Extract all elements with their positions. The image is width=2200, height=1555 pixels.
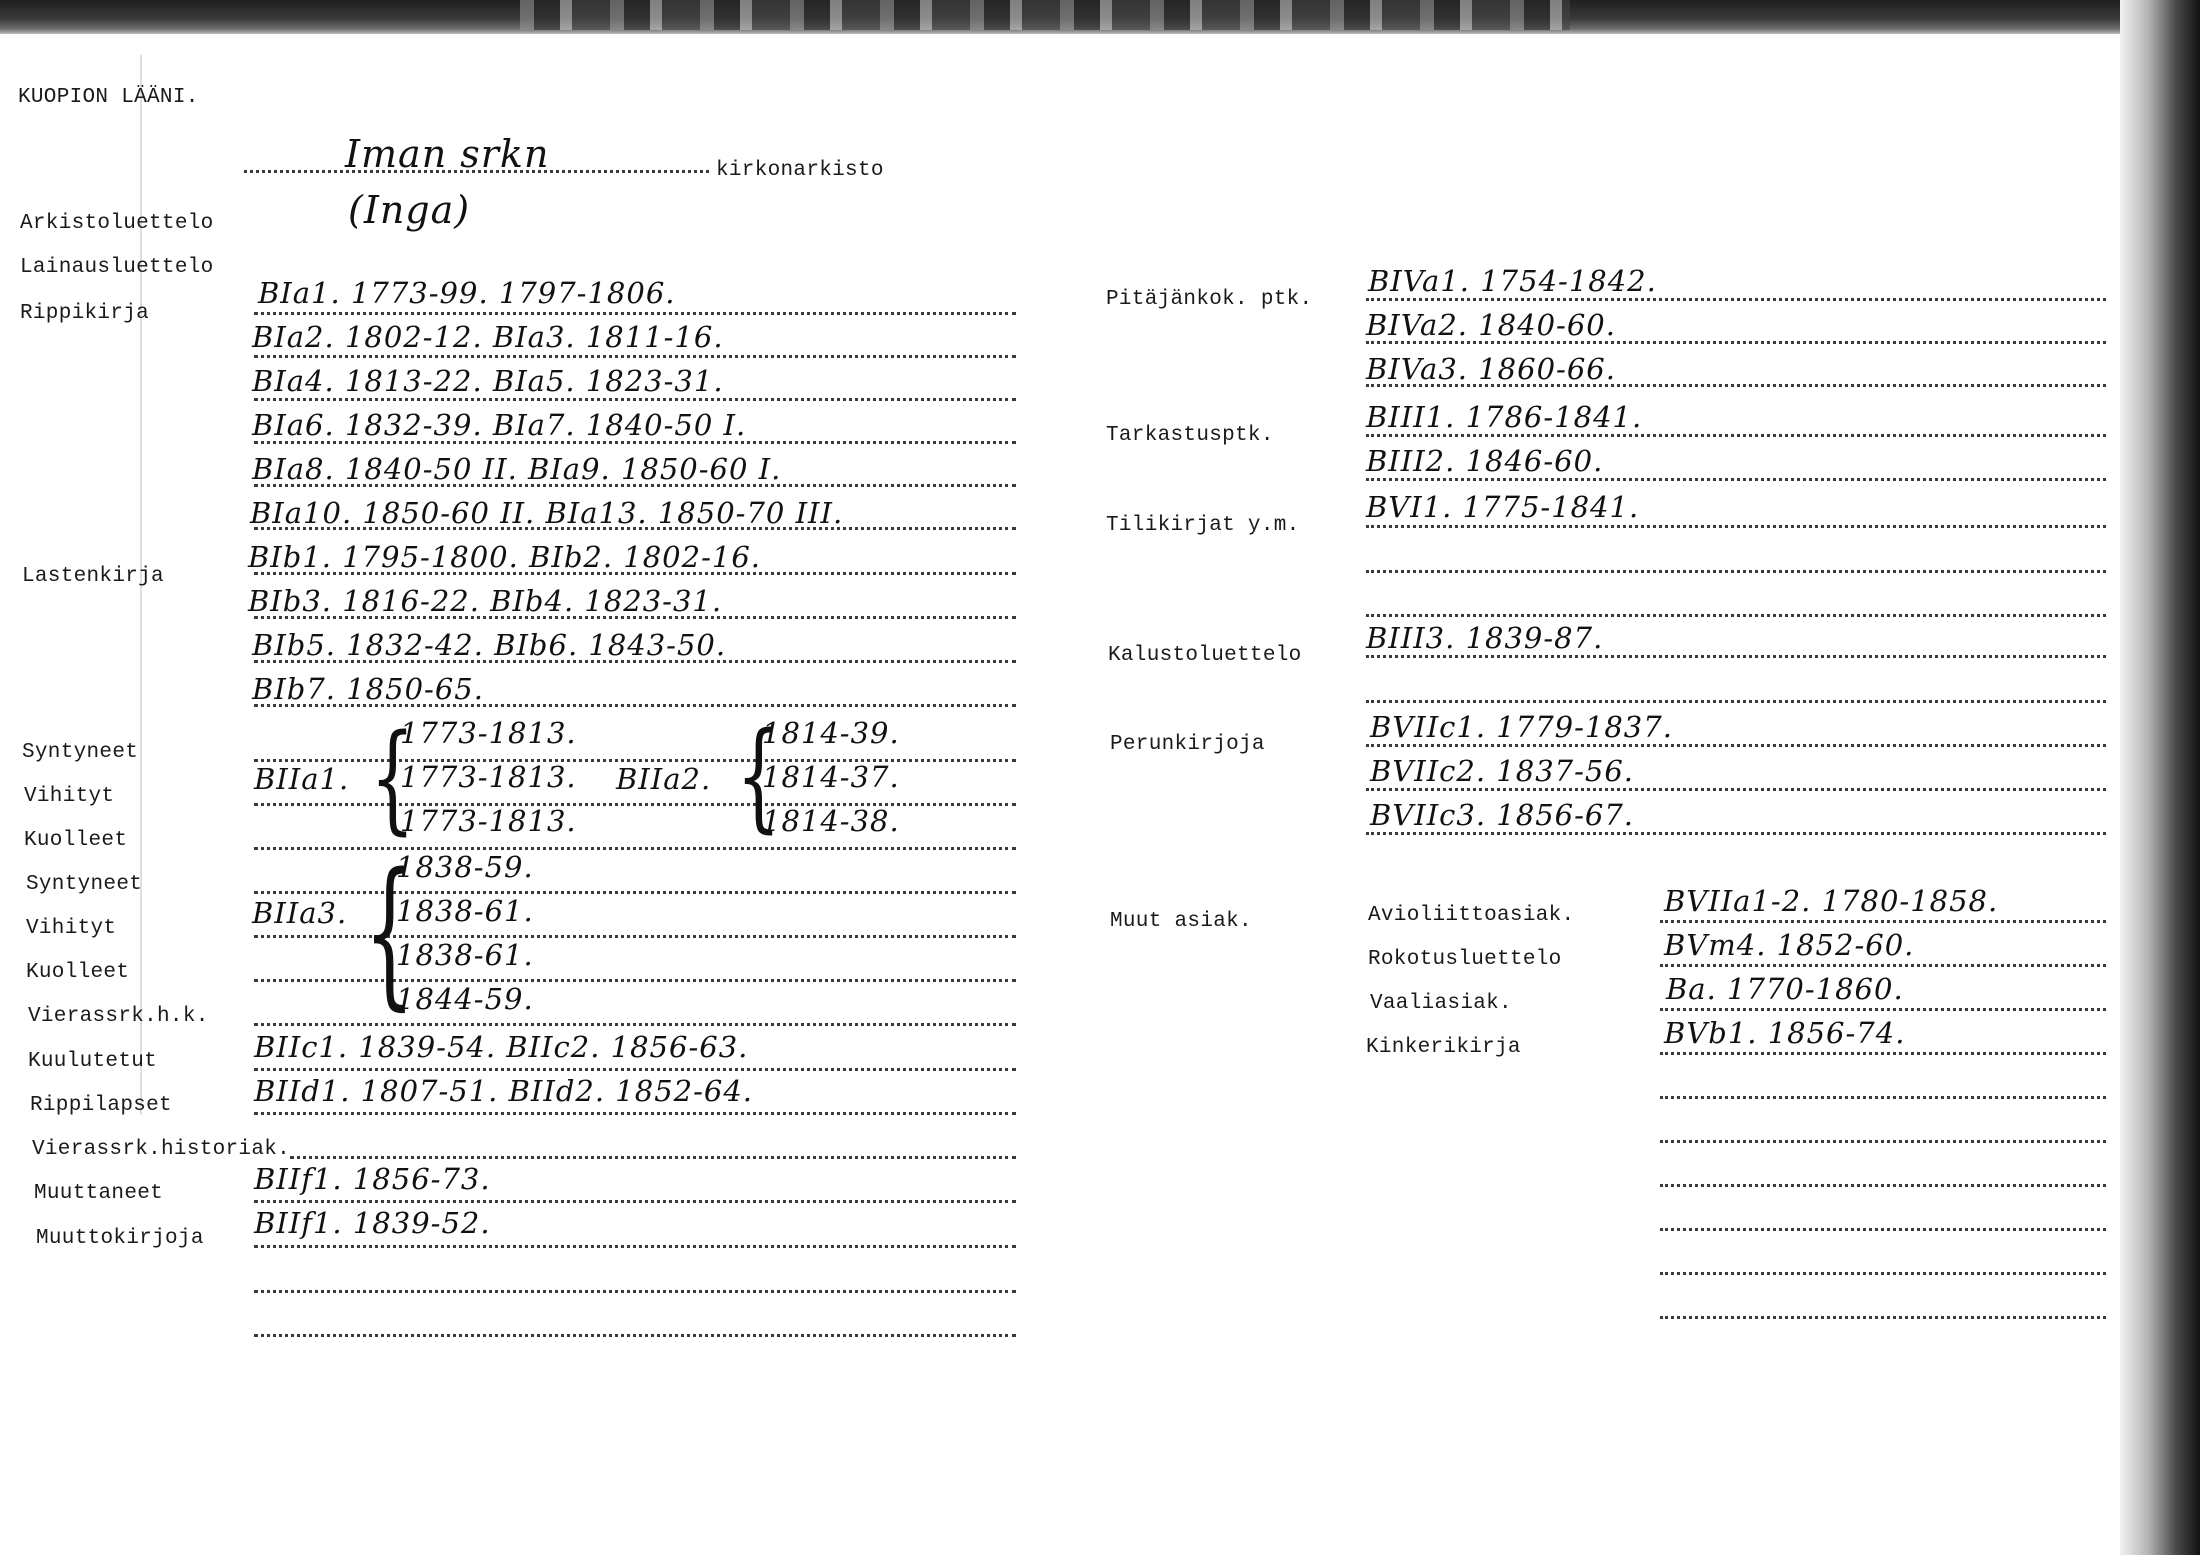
dotted-line [254, 1112, 1016, 1115]
dotted-line [1660, 1184, 2106, 1187]
label-muuttaneet: Muuttaneet [34, 1182, 164, 1205]
entry-biia2-syntyneet: 1814-39. [762, 716, 900, 750]
label-perunkirjoja: Perunkirjoja [1110, 733, 1265, 756]
dotted-line [1366, 478, 2106, 481]
dotted-line [254, 355, 1016, 358]
entry-bviia: BVIIa1-2. 1780-1858. [1664, 884, 1999, 918]
label-kinkerikirja: Kinkerikirja [1366, 1036, 1521, 1059]
label-rippikirja: Rippikirja [20, 302, 150, 325]
entry-bia4: BIa4. 1813-22. BIa5. 1823-31. [252, 364, 724, 398]
entry-bviic1: BVIIc1. 1779-1837. [1370, 710, 1673, 744]
dotted-line [1366, 570, 2106, 573]
entry-biii3: BIII3. 1839-87. [1366, 621, 1604, 655]
entry-biii1: BIII1. 1786-1841. [1366, 400, 1643, 434]
dotted-line [1366, 832, 2106, 835]
dotted-line [254, 312, 1016, 315]
dotted-line [1366, 655, 2106, 658]
entry-bvi1: BVI1. 1775-1841. [1366, 490, 1640, 524]
entry-ba: Ba. 1770-1860. [1666, 972, 1904, 1006]
label-muuttokirjoja: Muuttokirjoja [36, 1227, 204, 1250]
dotted-line [1366, 525, 2106, 528]
entry-bib5: BIb5. 1832-42. BIb6. 1843-50. [252, 628, 727, 662]
dotted-line [254, 803, 1016, 806]
parish-name-handwritten: Iman srkn [345, 132, 550, 176]
entry-bviic3: BVIIc3. 1856-67. [1370, 798, 1635, 832]
dotted-line [1366, 298, 2106, 301]
entry-biia3-vierassrk: 1844-59. [396, 982, 534, 1016]
label-vierassrk-historiak: Vierassrk.historiak. [32, 1138, 291, 1161]
dotted-line [254, 1068, 1016, 1071]
entry-biid: BIId1. 1807-51. BIId2. 1852-64. [254, 1074, 754, 1108]
entry-bia2: BIa2. 1802-12. BIa3. 1811-16. [252, 320, 724, 354]
entry-bia8: BIa8. 1840-50 II. BIa9. 1850-60 I. [252, 452, 782, 486]
entry-biia3-code: BIIa3. [252, 896, 348, 930]
label-tilikirjat: Tilikirjat y.m. [1106, 514, 1300, 537]
dotted-line [290, 1156, 1016, 1159]
label-tarkastusptk: Tarkastusptk. [1106, 424, 1274, 447]
label-pitajankok-ptk: Pitäjänkok. ptk. [1106, 288, 1313, 311]
brace-icon: { [370, 708, 416, 846]
label-lainausluettelo: Lainausluettelo [20, 256, 214, 279]
entry-bib7: BIb7. 1850-65. [252, 672, 484, 706]
entry-bib3: BIb3. 1816-22. BIb4. 1823-31. [248, 584, 723, 618]
entry-biia2-code: BIIa2. [616, 762, 712, 796]
label-vihityt-2: Vihityt [26, 917, 117, 940]
label-kuolleet-2: Kuolleet [26, 961, 130, 984]
label-muut-asiak: Muut asiak. [1110, 910, 1252, 933]
entry-biic: BIIc1. 1839-54. BIIc2. 1856-63. [254, 1030, 749, 1064]
entry-biva3: BIVa3. 1860-66. [1366, 352, 1616, 386]
entry-biia3-vihityt: 1838-61. [396, 894, 534, 928]
label-kuolleet: Kuolleet [24, 829, 128, 852]
label-syntyneet: Syntyneet [22, 741, 139, 764]
entry-biii2: BIII2. 1846-60. [1366, 444, 1604, 478]
brace-icon: { [364, 838, 415, 1025]
entry-biia1-vihityt: 1773-1813. [400, 760, 577, 794]
dotted-line [1660, 1052, 2106, 1055]
entry-biif1-muuttokirjoja: BIIf1. 1839-52. [254, 1206, 491, 1240]
label-syntyneet-2: Syntyneet [26, 873, 143, 896]
entry-biia3-syntyneet: 1838-59. [396, 850, 534, 884]
archive-suffix: kirkonarkisto [716, 159, 884, 182]
dotted-line [254, 1245, 1016, 1248]
entry-bia6: BIa6. 1832-39. BIa7. 1840-50 I. [252, 408, 747, 442]
dotted-line [1366, 744, 2106, 747]
dotted-line [1366, 614, 2106, 617]
dotted-line [254, 398, 1016, 401]
province-title: KUOPION LÄÄNI. [18, 86, 199, 109]
dotted-line [1660, 1272, 2106, 1275]
label-rippilapset: Rippilapset [30, 1094, 172, 1117]
dotted-line [1660, 1316, 2106, 1319]
dotted-line [1366, 788, 2106, 791]
entry-bia1: BIa1. 1773-99. 1797-1806. [258, 276, 676, 310]
scan-right-border [2120, 0, 2200, 1555]
label-kuulutetut: Kuulutetut [28, 1050, 158, 1073]
entry-biia3-kuolleet: 1838-61. [396, 938, 534, 972]
entry-biia2-vihityt: 1814-37. [762, 760, 900, 794]
entry-biia1-code: BIIa1. [254, 762, 350, 796]
label-rokotusluettelo: Rokotusluettelo [1368, 948, 1562, 971]
entry-biia1-syntyneet: 1773-1813. [400, 716, 577, 750]
dotted-line [254, 1290, 1016, 1293]
label-arkistoluettelo: Arkistoluettelo [20, 212, 214, 235]
dotted-line [1660, 1008, 2106, 1011]
dotted-line [1366, 434, 2106, 437]
dotted-line [1660, 1140, 2106, 1143]
entry-biva2: BIVa2. 1840-60. [1366, 308, 1616, 342]
entry-biia2-kuolleet: 1814-38. [762, 804, 900, 838]
entry-bvm4: BVm4. 1852-60. [1664, 928, 1915, 962]
entry-biif1-muuttaneet: BIIf1. 1856-73. [254, 1162, 491, 1196]
entry-bib1: BIb1. 1795-1800. BIb2. 1802-16. [248, 540, 761, 574]
dotted-line [1660, 964, 2106, 967]
scan-top-border [0, 0, 2200, 34]
entry-biia1-kuolleet: 1773-1813. [400, 804, 577, 838]
entry-bviic2: BVIIc2. 1837-56. [1370, 754, 1635, 788]
parish-alt-name-handwritten: (Inga) [348, 188, 471, 232]
dotted-line [1660, 1096, 2106, 1099]
dotted-line [1660, 920, 2106, 923]
entry-bia10: BIa10. 1850-60 II. BIa13. 1850-70 III. [250, 496, 844, 530]
dotted-line [1660, 1228, 2106, 1231]
entry-bvb1: BVb1. 1856-74. [1664, 1016, 1906, 1050]
dotted-line [254, 1334, 1016, 1337]
brace-icon: { [736, 706, 782, 844]
entry-biva1: BIVa1. 1754-1842. [1368, 264, 1657, 298]
label-lastenkirja: Lastenkirja [22, 565, 164, 588]
label-avioliittoasiak: Avioliittoasiak. [1368, 904, 1575, 927]
dotted-line [254, 1200, 1016, 1203]
label-kalustoluettelo: Kalustoluettelo [1108, 644, 1302, 667]
label-vierassrk-hk: Vierassrk.h.k. [28, 1005, 209, 1028]
dotted-line [1366, 700, 2106, 703]
label-vaaliasiak: Vaaliasiak. [1370, 992, 1512, 1015]
label-vihityt: Vihityt [24, 785, 115, 808]
